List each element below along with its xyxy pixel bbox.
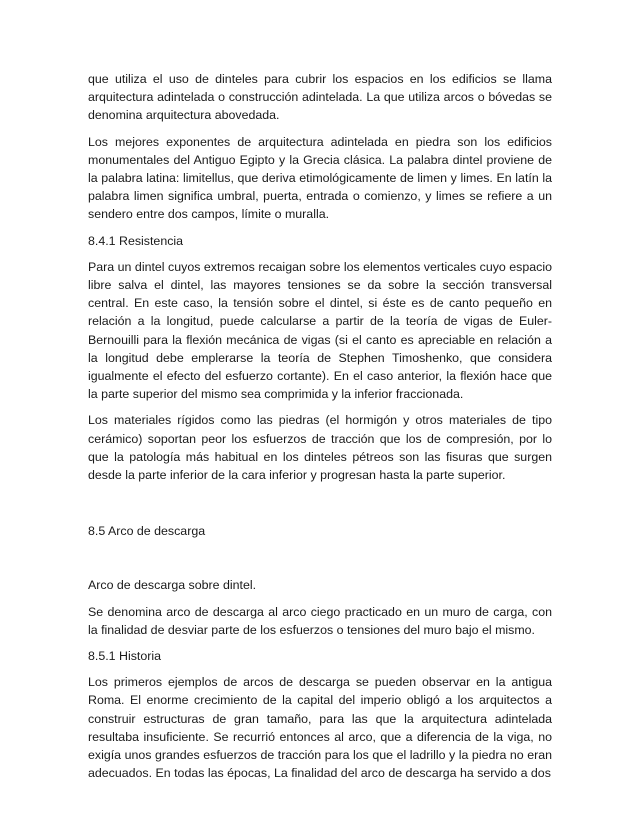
spacer [88, 548, 552, 576]
section-heading-arco-descarga: 8.5 Arco de descarga [88, 524, 206, 539]
paragraph-definicion-arco: Se denomina arco de descarga al arco ciego practicado en un muro de carga, con la finalidad de desviar parte de los esfuerzos o tensiones del muro bajo el mismo. [88, 604, 552, 637]
paragraph-resistencia: Para un dintel cuyos extremos recaigan sobre los elementos verticales cuyo espacio libre salva el dintel, las mayores tensiones se da sobre la sección transversal central. En este caso, la tensión sobre el dintel, si éste es de canto pequeño en relación a la longitud, puede calcularse a partir de la teoría de vigas de Euler-Bernouilli para la flexión mecánica de vigas (si el canto es apreciable en relación a la longitud debe emplerarse la teoría de Stephen Timoshenko, que considera igualmente el efecto del esfuerzo cortante). En el caso anterior, la flexión hace que la parte superior del mismo sea comprimida y la inferior fraccionada. [88, 259, 552, 402]
paragraph-dinteles-intro: que utiliza el uso de dinteles para cubrir los espacios en los edificios se llama arquitectura adintelada o construcción adintelada. La que utiliza arcos o bóvedas se denomina arquitectura abovedada. [88, 72, 552, 123]
section-heading-resistencia: 8.4.1 Resistencia [88, 233, 184, 248]
document-page [88, 70, 552, 791]
paragraph-arco-sobre-dintel: Arco de descarga sobre dintel. [88, 578, 257, 593]
paragraph-exponentes: Los mejores exponentes de arquitectura adintelada en piedra son los edificios monumentales del Antiguo Egipto y la Grecia clásica. La palabra dintel proviene de la palabra latina: limitellus, que deriva etimológicamente de limen y limes. En latín la palabra limen significa umbral, puerta, entrada o comienzo, y limes se refiere a un sendero entre dos campos, límite o muralla. [88, 134, 552, 222]
section-heading-historia: 8.5.1 Historia [88, 649, 162, 664]
paragraph-historia: Los primeros ejemplos de arcos de descarga se pueden observar en la antigua Roma. El enorme crecimiento de la capital del imperio obligó a los arquitectos a construir estructuras de gran tamaño, para las que la arquitectura adintelada resultaba insuficiente. Se recurrió entonces al arco, que a diferencia de la viga, no exigía unos grandes esfuerzos de tracción para los que el ladrillo y la piedra no eran adecuados. En todas las épocas, La finalidad del arco de descarga ha servido a dos [88, 675, 552, 781]
spacer [88, 492, 552, 522]
paragraph-materiales: Los materiales rígidos como las piedras (el hormigón y otros materiales de tipo cerámico) soportan peor los esfuerzos de tracción que los de compresión, por lo que la patología más habitual en los dinteles pétreos son las fisuras que surgen desde la parte inferior de la cara inferior y progresan hasta la parte superior. [88, 413, 552, 483]
